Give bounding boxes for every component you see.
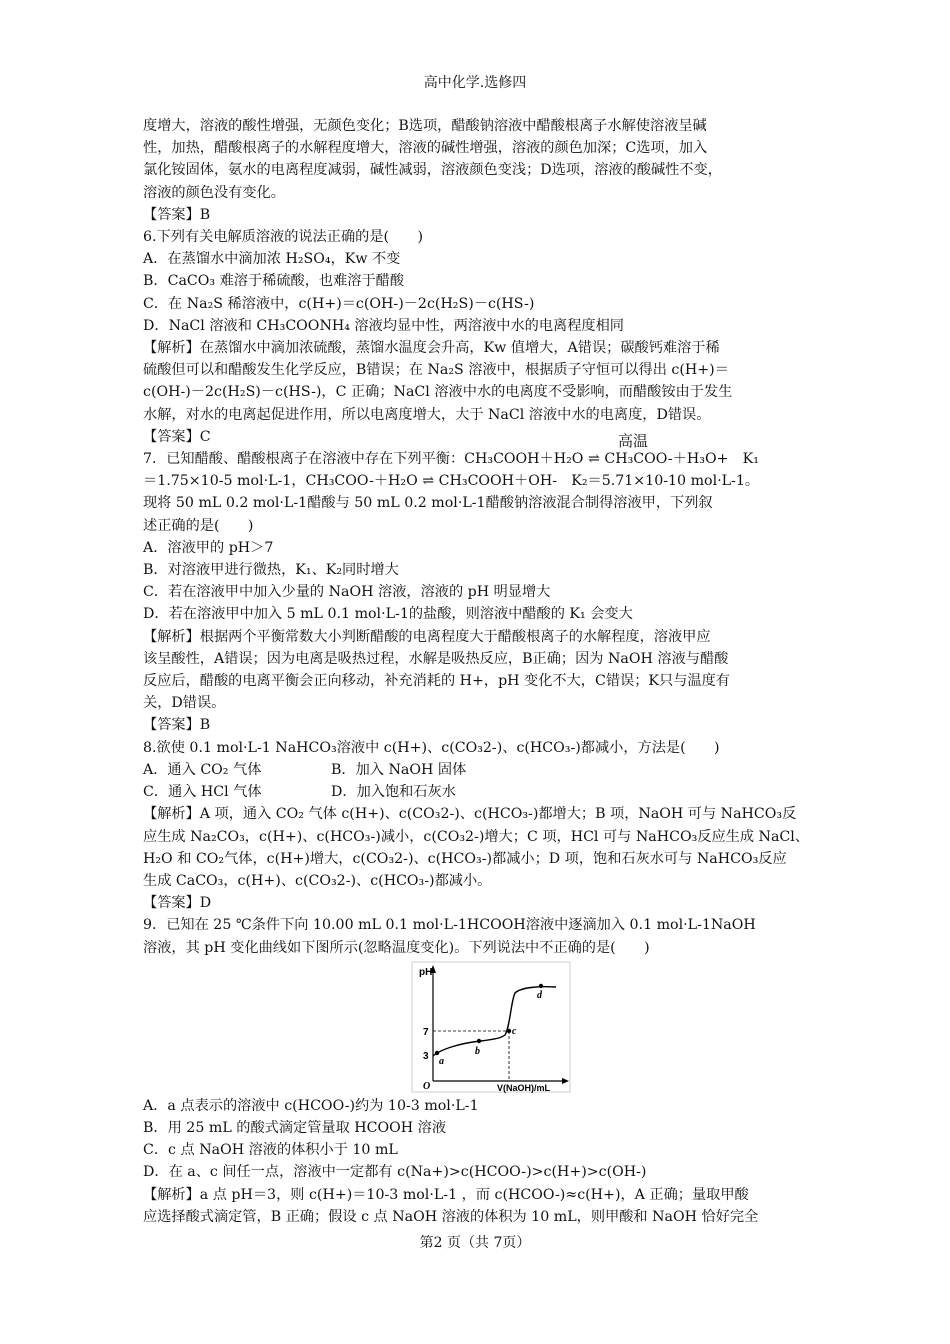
q5-answer: 【答案】B — [143, 206, 211, 223]
q9-stem-line-2: 溶液，其 pH 变化曲线如下图所示(忽略温度变化)。下列说法中不正确的是( ) — [143, 939, 650, 956]
tick-3: 3 — [423, 1050, 429, 1062]
q8-explanation-line: 生成 CaCO₃，c(H+)、c(CO₃2-)、c(HCO₃-)都减小。 — [143, 872, 492, 889]
q6-explanation-line: 【解析】在蒸馏水中滴加浓硫酸，蒸馏水温度会升高，Kw 值增大，A错误；碳酸钙难溶于稀 — [143, 340, 720, 357]
q6-answer: 【答案】C — [143, 428, 211, 445]
point-b-marker — [477, 1039, 481, 1043]
q7-explanation-line: 【解析】根据两个平衡常数大小判断醋酸的电离程度大于醋酸根离子的水解程度，溶液甲应 — [143, 628, 711, 645]
x-axis-label: V(NaOH)/mL — [497, 1082, 551, 1093]
ph-titration-figure — [411, 961, 571, 1093]
q6-option-c: C．在 Na₂S 稀溶液中，c(H+)＝c(OH-)－2c(H₂S)－c(HS-) — [143, 295, 535, 312]
point-b-label: b — [475, 1045, 480, 1057]
q6-option-b: B．CaCO₃ 难溶于稀硫酸，也难溶于醋酸 — [143, 273, 405, 290]
q8-option-a: A．通入 CO₂ 气体 — [143, 761, 262, 778]
q5-tail-line: 度增大，溶液的酸性增强，无颜色变化；B选项，醋酸钠溶液中醋酸根离子水解使溶液呈碱 — [143, 118, 707, 134]
q6-stem: 6.下列有关电解质溶液的说法正确的是( ) — [143, 229, 423, 246]
q5-tail-line: 溶液的颜色没有变化。 — [143, 184, 285, 201]
ph-curve-svg — [411, 961, 571, 1093]
q8-answer: 【答案】D — [143, 895, 212, 912]
q5-tail-line: 氯化铵固体，氨水的电离程度减弱，碱性减弱，溶液颜色变浅；D选项，溶液的酸碱性不变， — [143, 162, 722, 179]
origin-label: O — [423, 1080, 431, 1092]
q9-option-d: D．在 a、c 间任一点，溶液中一定都有 c(Na+)>c(HCOO-)>c(H+)>c(OH-) — [143, 1164, 647, 1181]
q8-options-row-1 — [143, 759, 811, 781]
q8-stem: 8.欲使 0.1 mol·L-1 NaHCO₃溶液中 c(H+)、c(CO₃2-)、c(HCO₃-)都减小，方法是( ) — [143, 739, 720, 756]
high-temp-label: 高温 — [618, 432, 649, 451]
q9-stem-line-1: 9．已知在 25 ℃条件下向 10.00 mL 0.1 mol·L-1HCOOH溶液中逐滴加入 0.1 mol·L-1NaOH — [143, 917, 756, 934]
q7-explanation-line: 该呈酸性，A错误；因为电离是吸热过程，水解是吸热反应，B正确；因为 NaOH 溶液与醋酸 — [143, 650, 729, 667]
q8-option-d: D．加入饱和石灰水 — [331, 784, 456, 801]
q9-explanation-line: 应选择酸式滴定管，B 正确；假设 c 点 NaOH 溶液的体积为 10 mL，则甲酸和 NaOH 恰好完全 — [143, 1208, 759, 1225]
q9-option-b: B．用 25 mL 的酸式滴定管量取 HCOOH 溶液 — [143, 1119, 447, 1136]
q7-stem-line-4: 述正确的是( ) — [143, 517, 254, 534]
q8-explanation-line: H₂O 和 CO₂气体，c(H+)增大，c(CO₃2-)、c(HCO₃-)都减小；D 项，饱和石灰水可与 NaHCO₃反应 — [143, 850, 787, 867]
q7-stem-line-3: 现将 50 mL 0.2 mol·L-1醋酸与 50 mL 0.2 mol·L-1醋酸钠溶液混合制得溶液甲，下列叙 — [143, 495, 713, 512]
q6-explanation-line: 水解，对水的电离起促进作用，所以电离度增大，大于 NaCl 溶液中水的电离度，D错误。 — [143, 406, 711, 423]
point-d-marker — [539, 984, 543, 988]
q7-option-a: A．溶液甲的 pH＞7 — [143, 539, 274, 556]
tick-7: 7 — [423, 1026, 429, 1038]
q7-option-b: B．对溶液甲进行微热，K₁、K₂同时增大 — [143, 562, 399, 579]
q7-explanation-line: 关，D错误。 — [143, 695, 226, 712]
q6-explanation-line: 硫酸但可以和醋酸发生化学反应，B错误；在 Na₂S 溶液中，根据质子守恒可以得出 c(H+)＝ — [143, 362, 729, 379]
document-body — [143, 115, 811, 1228]
q8-options-row-2 — [143, 781, 811, 803]
q7-stem-text: 7．已知醋酸、醋酸根离子在溶液中存在下列平衡：CH₃COOH＋H₂O ⇌ CH₃COO-＋H₃O+ K₁ — [143, 451, 759, 468]
point-c-label: c — [512, 1025, 517, 1037]
q9-option-c: C．c 点 NaOH 溶液的体积小于 10 mL — [143, 1142, 398, 1159]
q8-option-b: B．加入 NaOH 固体 — [331, 761, 467, 778]
q6-option-d: D．NaCl 溶液和 CH₃COONH₄ 溶液均显中性，两溶液中水的电离程度相同 — [143, 317, 624, 334]
q7-stem-line-2: ＝1.75×10-5 mol·L-1，CH₃COO-＋H₂O ⇌ CH₃COOH＋OH- K₂＝5.71×10-10 mol·L-1。 — [143, 473, 760, 490]
page-header: 高中化学.选修四 — [423, 75, 527, 91]
point-d-label: d — [537, 989, 542, 1001]
point-c-marker — [507, 1029, 511, 1033]
q7-explanation-line: 反应后，醋酸的电离平衡会正向移动，补充消耗的 H+，pH 变化不大，C错误；K只与温度有 — [143, 673, 730, 690]
y-axis-label: pH — [419, 966, 433, 978]
q6-option-a: A．在蒸馏水中滴加浓 H₂SO₄，Kw 不变 — [143, 251, 401, 268]
q9-option-a: A．a 点表示的溶液中 c(HCOO-)约为 10-3 mol·L-1 — [143, 1097, 479, 1114]
q8-option-c: C．通入 HCl 气体 — [143, 784, 262, 801]
q7-option-c: C．若在溶液甲中加入少量的 NaOH 溶液，溶液的 pH 明显增大 — [143, 584, 551, 601]
q7-option-d: D．若在溶液甲中加入 5 mL 0.1 mol·L-1的盐酸，则溶液中醋酸的 K₁ 会变大 — [143, 606, 633, 623]
q8-explanation-line: 应生成 Na₂CO₃，c(H+)、c(HCO₃-)减小，c(CO₃2-)增大；C 项，HCl 可与 NaHCO₃反应生成 NaCl、 — [143, 828, 809, 845]
q5-tail-line: 性，加热，醋酸根离子的水解程度增大，溶液的碱性增强，溶液的颜色加深；C选项，加入 — [143, 140, 708, 157]
q9-explanation-line: 【解析】a 点 pH＝3，则 c(H+)＝10-3 mol·L-1 ，而 c(HCOO-)≈c(H+)，A 正确；量取甲酸 — [143, 1186, 749, 1203]
q7-answer: 【答案】B — [143, 717, 211, 734]
figure-frame — [412, 962, 570, 1092]
q6-explanation-line: c(OH-)－2c(H₂S)－c(HS-)，C 正确；NaCl 溶液中水的电离度不受影响，而醋酸铵由于发生 — [143, 384, 733, 401]
point-a-marker — [435, 1051, 439, 1055]
point-a-label: a — [439, 1055, 444, 1067]
q8-explanation-line: 【解析】A 项，通入 CO₂ 气体 c(H+)、c(CO₃2-)、c(HCO₃-)都增大；B 项，NaOH 可与 NaHCO₃反 — [143, 806, 797, 823]
page-footer: 第2 页（共 7页） — [419, 1235, 531, 1251]
